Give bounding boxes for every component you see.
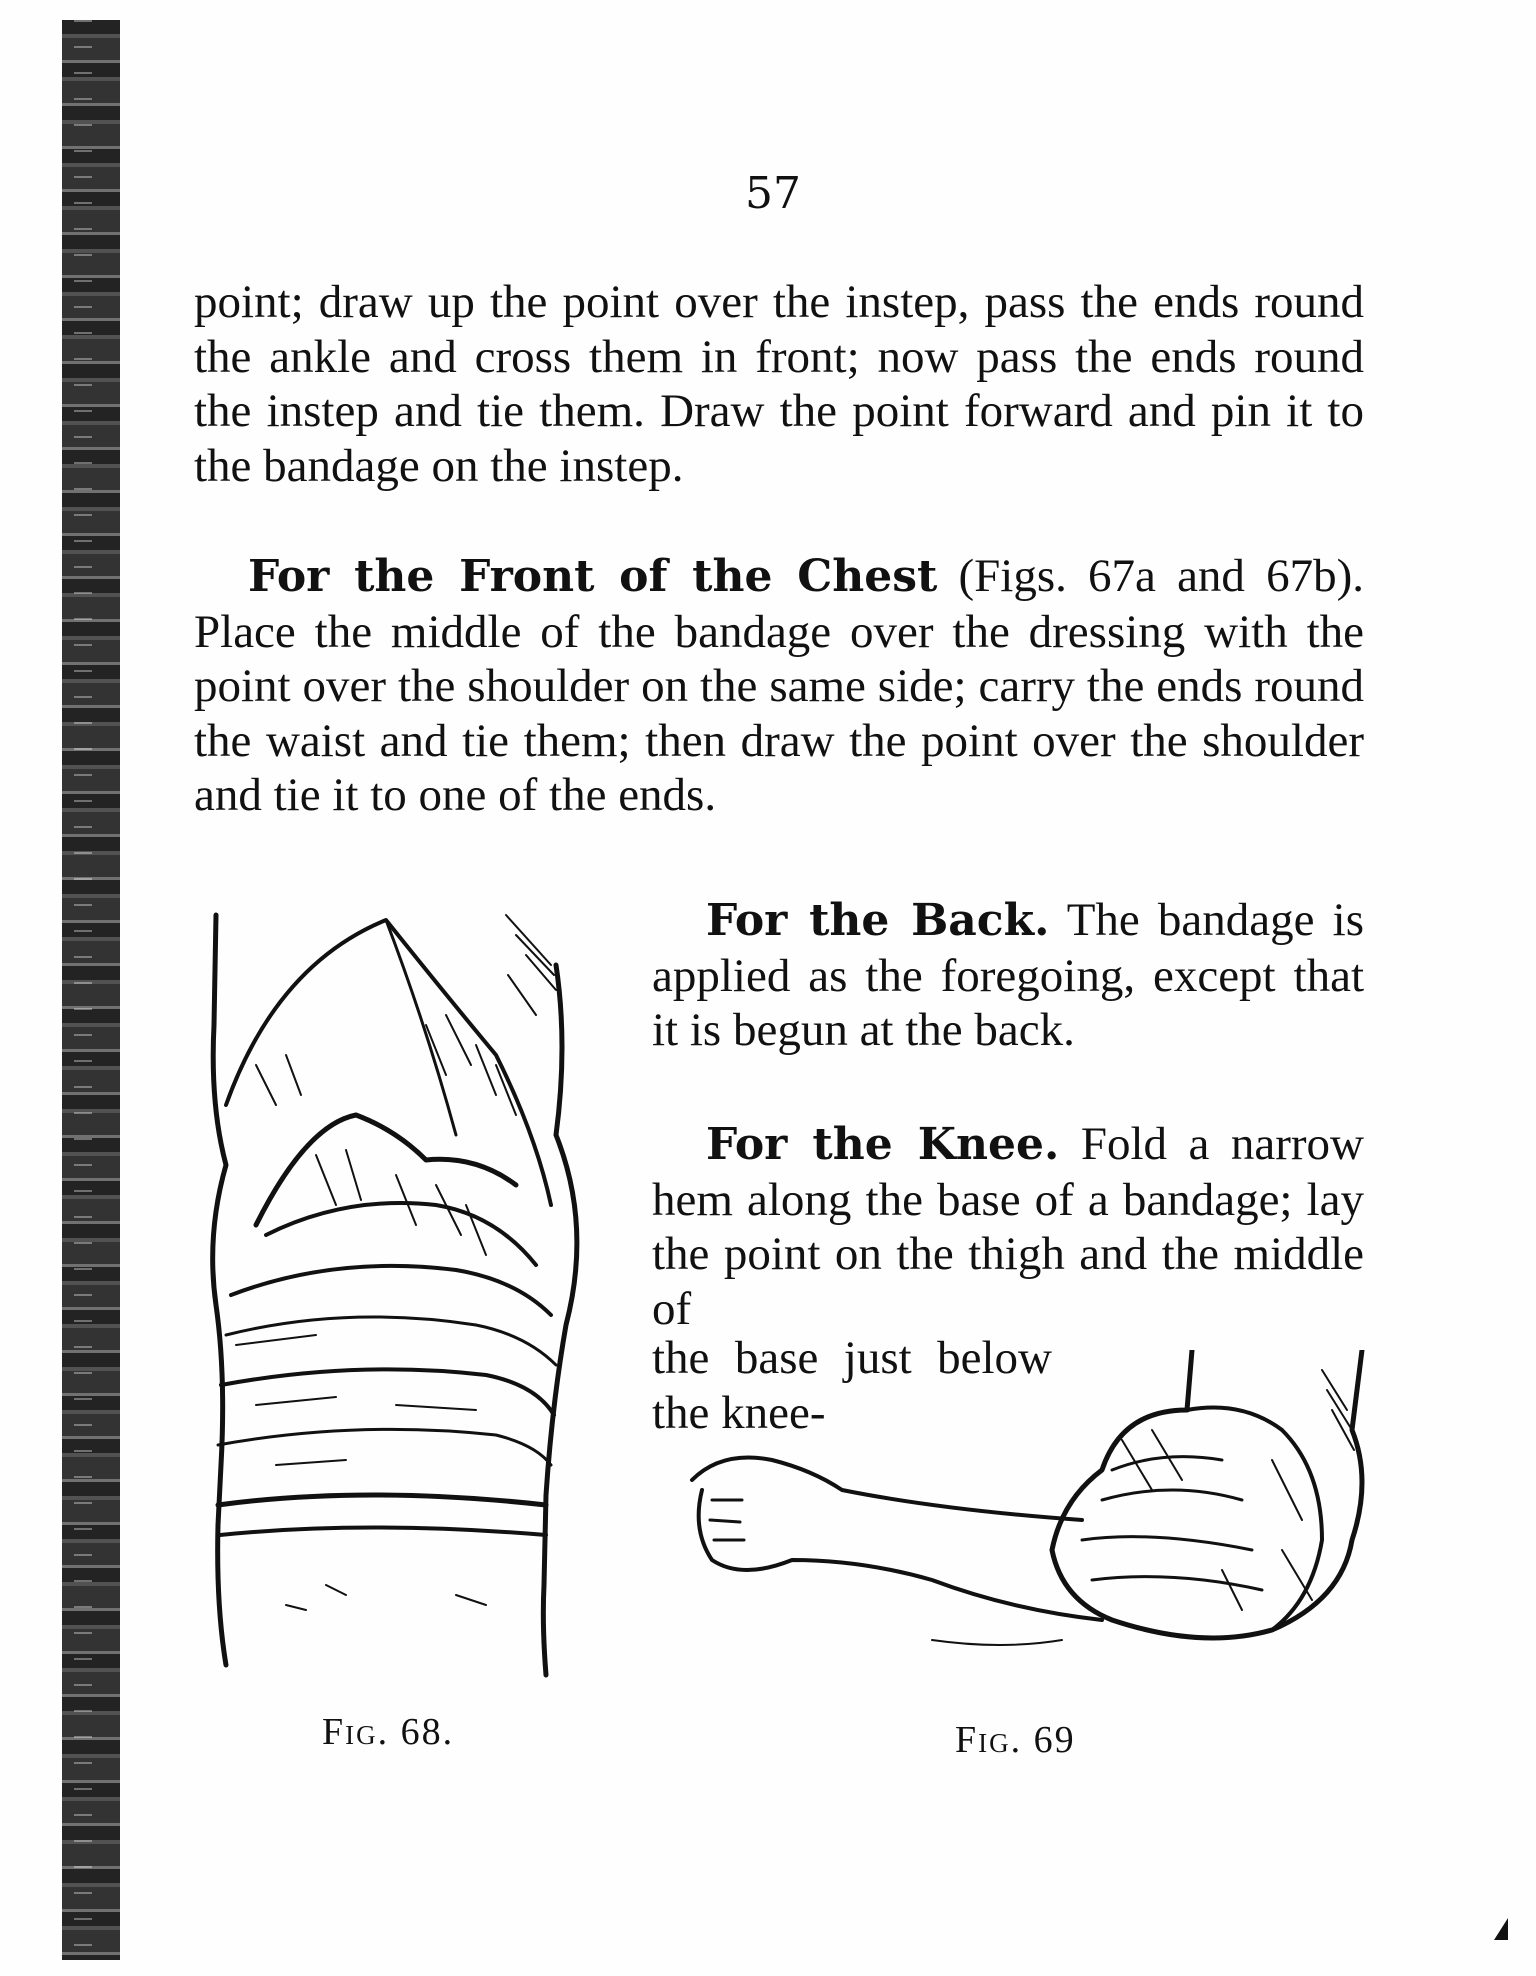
paragraph-text: the base just below the knee- xyxy=(652,1332,1052,1439)
paragraph-text: Fold a narrow hem along the base of a bandage; lay the point on the thigh and the middle of xyxy=(652,1118,1364,1335)
paragraph-front-of-chest xyxy=(194,549,1364,823)
paragraph-text: point; draw up the point over the instep, pass the ends round the ankle and cross them in front; now pass the ends round the instep and tie them. Draw the point forward and pin it to the bandage on the instep. xyxy=(194,276,1364,492)
section-heading-knee: For the Knee. xyxy=(706,1119,1060,1170)
scan-corner-mark xyxy=(1494,1918,1508,1940)
page-number: 57 xyxy=(745,168,801,219)
section-heading-front-of-chest: For the Front of the Chest xyxy=(248,551,938,602)
elbow-bandage-illustration xyxy=(682,1350,1382,1730)
knee-bandage-illustration xyxy=(196,905,616,1685)
figure-69-caption: Fig. 69 xyxy=(955,1719,1076,1761)
section-heading-back: For the Back. xyxy=(706,895,1050,946)
paragraph-text: The bandage is applied as the foregoing, except that it is begun at the back. xyxy=(652,894,1364,1057)
figure-68-caption: Fig. 68. xyxy=(322,1711,455,1753)
paragraph-text: (Figs. 67a and 67b). Place the middle of the bandage over the dressing with the point over the shoulder on the same side; carry the ends round the waist and tie them; then draw the point over the shoulder and tie it to one of the ends. xyxy=(194,550,1364,822)
book-binding-edge xyxy=(62,20,120,1960)
paragraph-knee xyxy=(652,1117,1364,1336)
paragraph-back xyxy=(652,893,1364,1058)
paragraph-ankle-continued xyxy=(194,275,1364,493)
